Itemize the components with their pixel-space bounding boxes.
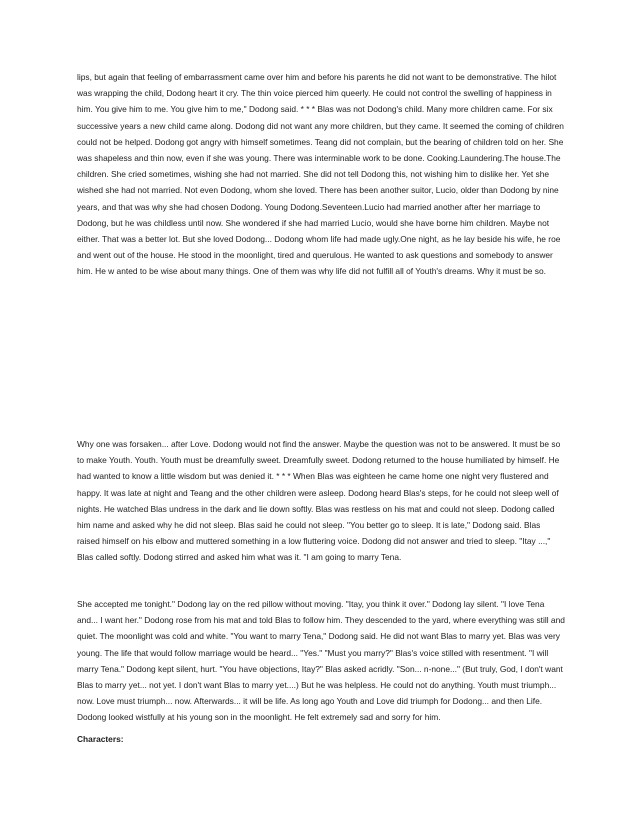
body-paragraph-3: She accepted me tonight." Dodong lay on the red pillow without moving. "Itay, you think it over." Dodong lay silent. "I love Tena and... I want her." Dodong rose from his mat and told Blas to follow him. They descended to the yard, where everything was still and quiet. The moonlight was cold and white. "You want to marry Tena," Dodong said. He did not want Blas to marry yet. Blas was very young. The life that would follow marriage would be heard... "Yes." "Must you marry?" Blas's voice stilled with resentment. "I will marry Tena." Dodong kept silent, hurt. "You have objections, Itay?" Blas asked acridly. "Son... n-none..." (But truly, God, I don't want Blas to marry yet... not yet. I don't want Blas to marry yet....) But he was helpless. He could not do anything. Youth must triumph... now. Love must triumph... now. Afterwards... it will be life. As long ago Youth and Love did triumph for Dodong... and then Life. Dodong looked wistfully at his young son in the moonlight. He felt extremely sad and sorry for him. [77,599,565,723]
body-paragraph-1: lips, but again that feeling of embarrassment came over him and before his parents he did not want to be demonstrative. The hilot was wrapping the child, Dodong heart it cry. The thin voice pierced him queerly. He could not control the swelling of happiness in him. You give him to me. You give him to me," Dodong said. * * * Blas was not Dodong's child. Many more children came. For six successive years a new child came along. Dodong did not want any more children, but they came. It seemed the coming of children could not be helped. Dodong got angry with himself sometimes. Teang did not complain, but the bearing of children told on her. She was shapeless and thin now, even if she was young. There was interminable work to be done. Cooking.Laundering.The house.The children. She cried sometimes, wishing she had not married. She did not tell Dodong this, not wishing him to dislike her. Yet she wished she had not married. Not even Dodong, whom she loved. There has been another suitor, Lucio, older than Dodong by nine years, and that was why she had chosen Dodong. Young Dodong.Seventeen.Lucio had married another after her marriage to Dodong, but he was childless until now. She wondered if she had married Lucio, would she have borne him children. Maybe not either. That was a better lot. But she loved Dodong... Dodong whom life had made ugly.One night, as he lay beside his wife, he roe and went out of the house. He stood in the moonlight, tired and querulous. He wanted to ask questions and somebody to answer him. He w anted to be wise about many things. One of them was why life did not fulfill all of Youth's dreams. Why it must be so. [77,72,564,277]
characters-heading: Characters: [77,734,124,744]
body-paragraph-2: Why one was forsaken... after Love. Dodong would not find the answer. Maybe the question was not to be answered. It must be so to make Youth. Youth. Youth must be dreamfully sweet. Dreamfully sweet. Dodong returned to the house humiliated by himself. He had wanted to know a little wisdom but was denied it. * * * When Blas was eighteen he came home one night very flustered and happy. It was late at night and Teang and the other children were asleep. Dodong heard Blas's steps, for he could not sleep well of nights. He watched Blas undress in the dark and lie down softly. Blas was restless on his mat and could not sleep. Dodong called him name and asked why he did not sleep. Blas said he could not sleep. "You better go to sleep. It is late," Dodong said. Blas raised himself on his elbow and muttered something in a low fluttering voice. Dodong did not answer and tried to sleep. "Itay ...," Blas called softly. Dodong stirred and asked him what was it. "I am going to marry Tena. [77,439,561,563]
